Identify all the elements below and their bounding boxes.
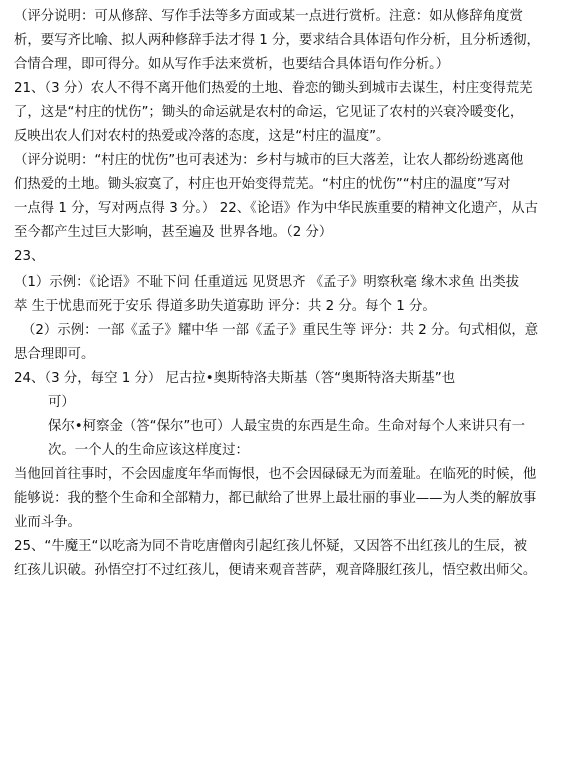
text-line-3: 合情合理，即可得分。如从写作手法来赏析，也要结合具体语句作分析。） [14, 57, 450, 72]
text-line-12: （1）示例：《论语》不耻下问 任重道远 见贤思齐 《孟子》明察秋毫 缘木求鱼 出类拔 [14, 275, 520, 290]
text-line-2: 析，要写齐比喻、拟人两种修辞手法才得 1 分，要求结合具体语句作分析，且分析透彻， [14, 33, 540, 48]
text-line-18: 保尔•柯察金（答“保尔”也可）人最宝贵的东西是生命。生命对每个人来讲只有一 [48, 419, 526, 434]
text-line-5: 了，这是“村庄的忧伤”；锄头的命运就是农村的命运，它见证了农村的兴衰冷暖变化， [14, 105, 524, 120]
text-line-20: 当他回首往事时，不会因虚度年华而悔恨，也不会因碌碌无为而羞耻。在临死的时候，他 [14, 467, 537, 482]
text-line-7: （评分说明：“村庄的忧伤”也可表述为：乡村与城市的巨大落差，让农人都纷纷逃离他 [14, 153, 524, 168]
text-line-13: 萃 生于忧患而死于安乐 得道多助失道寡助 评分：共 2 分。每个 1 分。 [14, 299, 436, 314]
text-line-23: 25、“牛魔王“以吃斋为同不肯吃唐僧肉引起红孩儿怀疑，又因答不出红孩儿的生辰，被 [14, 539, 527, 554]
text-line-10: 至今都产生过巨大影响，甚至遍及 世界各地。（2 分） [14, 225, 333, 240]
text-line-4: 21、（3 分）农人不得不离开他们热爱的土地、眷恋的锄头到城市去谋生，村庄变得荒芜 [14, 81, 533, 96]
text-line-19: 次。一个人的生命应该这样度过： [48, 443, 249, 458]
text-line-8: 们热爱的土地。锄头寂寞了，村庄也开始变得荒芜。“村庄的忧伤”“村庄的温度”写对 [14, 177, 511, 192]
text-line-15: 思合理即可。 [14, 347, 95, 362]
text-line-21: 能够说：我的整个生命和全部精力，都已献给了世界上最壮丽的事业——为人类的解放事 [14, 491, 537, 506]
text-line-24: 红孩儿识破。孙悟空打不过红孩儿，便请来观音菩萨，观音降服红孩儿，悟空救出师父。 [14, 563, 537, 578]
text-line-9: 一点得 1 分，写对两点得 3 分。） 22、《论语》作为中华民族重要的精神文化遗产，从古 [14, 201, 539, 216]
text-line-16: 24、（3 分，每空 1 分） 尼古拉•奥斯特洛夫斯基（答“奥斯特洛夫斯基”也 [14, 371, 456, 386]
text-line-1: （评分说明：可从修辞、写作手法等多方面或某一点进行赏析。注意：如从修辞角度赏 [14, 9, 523, 24]
text-line-17: 可） [48, 395, 75, 410]
text-line-22: 业而斗争。 [14, 515, 81, 530]
text-line-11: 23、 [14, 249, 45, 264]
text-line-6: 反映出农人们对农村的热爱或冷落的态度，这是“村庄的温度”。 [14, 129, 390, 144]
text-line-14: （2）示例：一部《孟子》耀中华 一部《孟子》重民生等 评分：共 2 分。句式相似，意 [22, 323, 539, 338]
